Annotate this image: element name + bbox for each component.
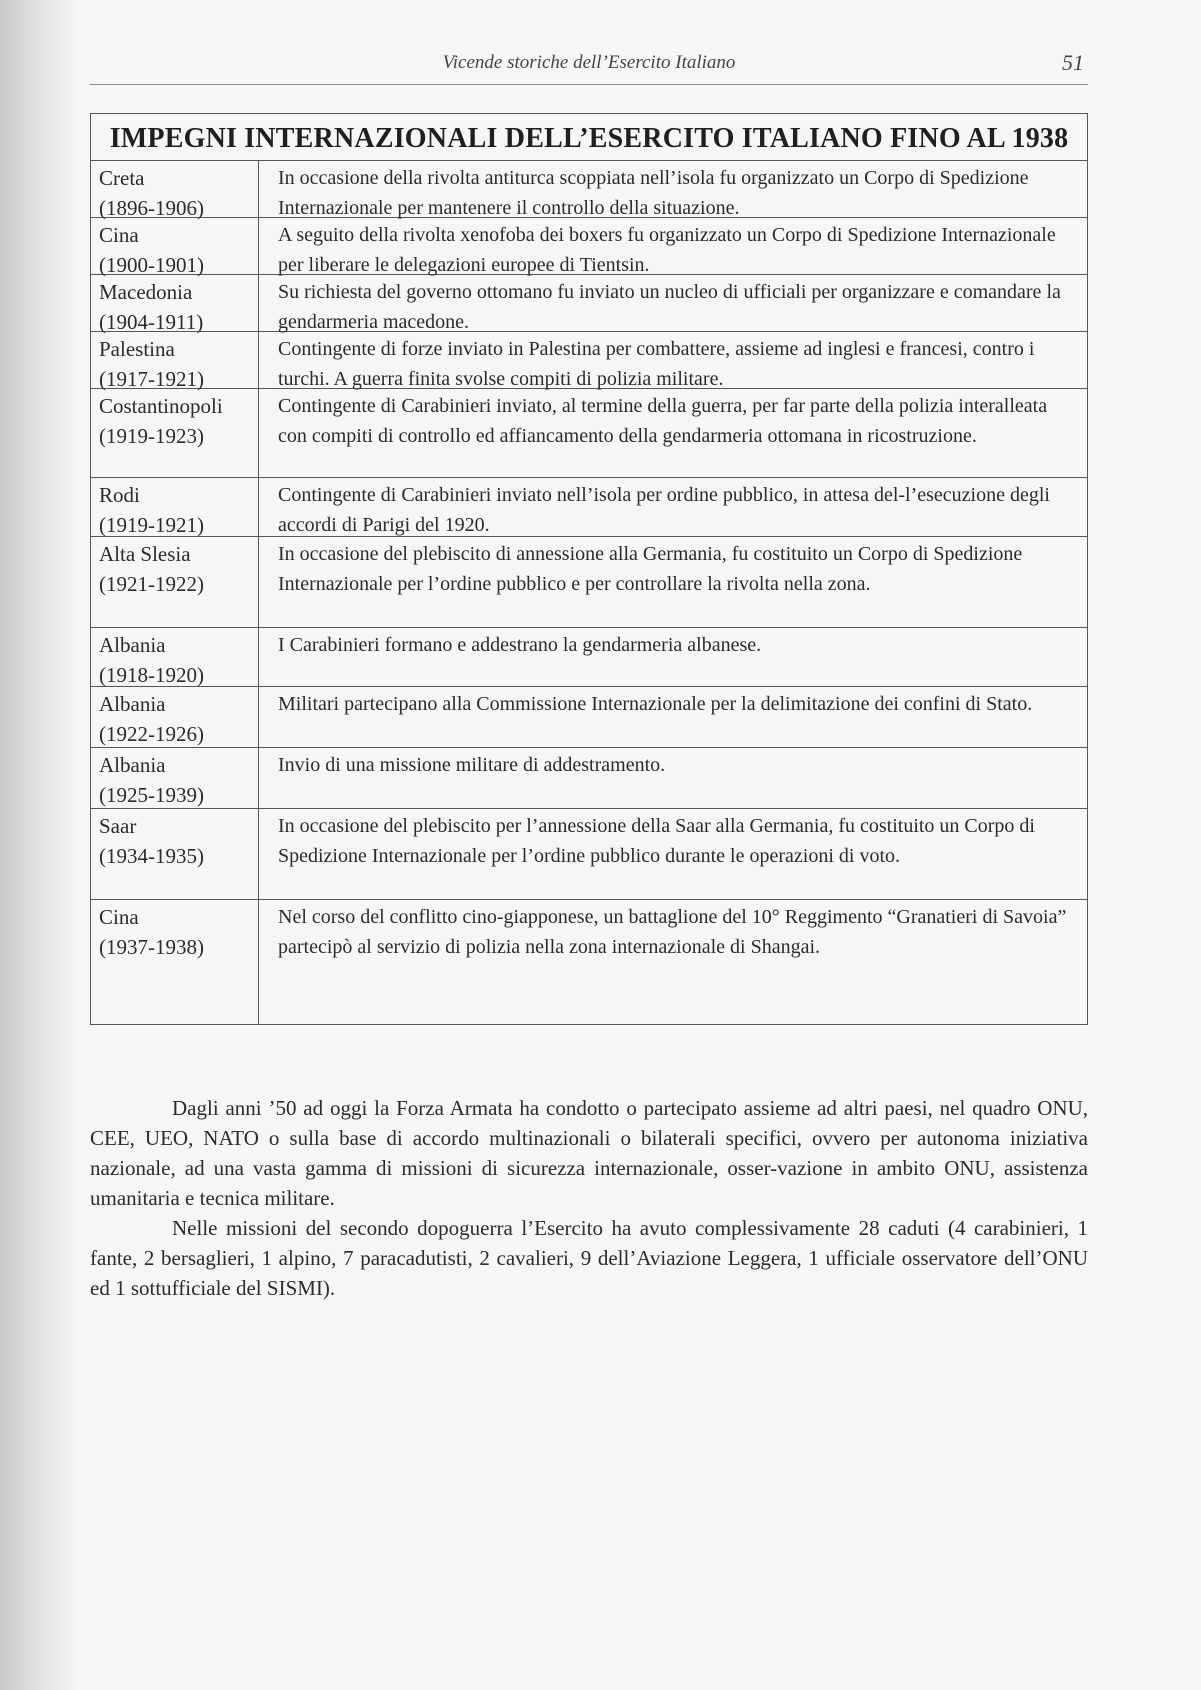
description-cell: Militari partecipano alla Commissione Internazionale per la delimitazione dei confini di Stato. [278,693,1033,715]
place-years: (1919-1923) [99,424,204,448]
place-cell [91,478,258,536]
running-title: Vicende storiche dell’Esercito Italiano [442,52,736,73]
place-name: Palestina [99,337,175,361]
description-cell: In occasione della rivolta antiturca scoppiata nell’isola fu organizzato un Corpo di Spedizione Internazionale per mantenere il controllo della situazione. [278,167,1029,219]
place-cell [91,332,258,391]
place-name: Costantinopoli [99,394,223,418]
table-row [91,687,1087,748]
description-cell: Su richiesta del governo ottomano fu inviato un nucleo di ufficiali per organizzare e comandare la gendarmeria macedone. [278,281,1061,333]
place-cell [91,537,258,627]
table-row [91,218,1087,275]
table-row [91,537,1087,628]
place-cell [91,389,258,477]
column-divider [258,161,259,1025]
place-years: (1919-1921) [99,513,204,537]
place-name: Alta Slesia [99,542,191,566]
place-years: (1921-1922) [99,572,204,596]
missions-table [90,113,1088,1025]
place-name: Saar [99,814,137,838]
page-gutter-shadow [0,0,80,1690]
place-name: Rodi [99,483,140,507]
running-header [90,50,1088,85]
place-years: (1937-1938) [99,935,204,959]
body-text [90,1093,1088,1303]
table-row [91,389,1087,478]
table-row [91,478,1087,537]
place-name: Cina [99,905,139,929]
table-row [91,628,1087,687]
table-row [91,748,1087,809]
place-years: (1900-1901) [99,253,204,277]
description-cell: Nel corso del conflitto cino-giapponese, un battaglione del 10° Reggimento “Granatieri di Savoia” partecipò al servizio di polizia nella zona internazionale di Shangai. [278,906,1067,958]
place-name: Creta [99,166,145,190]
place-years: (1934-1935) [99,844,204,868]
table-title: IMPEGNI INTERNAZIONALI DELL’ESERCITO ITALIANO FINO AL 1938 [91,114,1087,161]
place-name: Albania [99,633,166,657]
description-cell: In occasione del plebiscito di annessione alla Germania, fu costituito un Corpo di Spedizione Internazionale per l’ordine pubblico e per controllare la rivolta nella zona. [278,543,1023,595]
place-years: (1925-1939) [99,783,204,807]
place-years: (1904-1911) [99,310,204,334]
place-cell [91,748,258,808]
place-name: Albania [99,692,166,716]
page-number: 51 [1062,50,1084,75]
description-cell: Contingente di Carabinieri inviato, al termine della guerra, per far parte della polizia interalleata con compiti di controllo ed affiancamento della gendarmeria ottomana in ricostruzione. [278,395,1048,447]
place-years: (1922-1926) [99,722,204,746]
description-cell: I Carabinieri formano e addestrano la gendarmeria albanese. [278,634,762,656]
place-years: (1918-1920) [99,663,204,687]
place-cell [91,900,258,998]
place-cell [91,218,258,277]
description-cell: A seguito della rivolta xenofoba dei boxers fu organizzato un Corpo di Spedizione Internazionale per liberare le delegazioni europee di Tientsin. [278,224,1056,276]
table-row [91,809,1087,900]
table-row [91,332,1087,389]
place-cell [91,275,258,334]
place-name: Macedonia [99,280,193,304]
description-cell: Invio di una missione militare di addestramento. [278,754,666,776]
place-name: Albania [99,753,166,777]
body-paragraph: Dagli anni ’50 ad oggi la Forza Armata ha condotto o partecipato assieme ad altri paesi, nel quadro ONU, CEE, UEO, NATO o sulla base di accordo multinazionali o bilaterali specifici, ovvero per autonoma iniziativa nazionale, ad una vasta gamma di missioni di sicurezza internazionale, osser-vazione in ambito ONU, assistenza umanitaria e tecnica militare. [90,1096,1088,1210]
place-cell [91,687,258,747]
table-row [91,275,1087,332]
description-cell: Contingente di Carabinieri inviato nell’isola per ordine pubblico, in attesa del-l’esecuzione degli accordi di Parigi del 1920. [278,484,1050,536]
place-cell [91,628,258,686]
table-row [91,900,1087,998]
description-cell: In occasione del plebiscito per l’annessione della Saar alla Germania, fu costituito un Corpo di Spedizione Internazionale per l’ordine pubblico durante le operazioni di voto. [278,815,1035,867]
place-cell [91,161,258,220]
table-body [91,161,1087,998]
place-cell [91,809,258,899]
table-row [91,161,1087,218]
place-years: (1896-1906) [99,196,204,220]
place-years: (1917-1921) [99,367,204,391]
place-name: Cina [99,223,139,247]
description-cell: Contingente di forze inviato in Palestina per combattere, assieme ad inglesi e francesi, contro i turchi. A guerra finita svolse compiti di polizia militare. [278,338,1035,390]
body-paragraph: Nelle missioni del secondo dopoguerra l’Esercito ha avuto complessivamente 28 caduti (4 carabinieri, 1 fante, 2 bersaglieri, 1 alpino, 7 paracadutisti, 2 cavalieri, 9 dell’Aviazione Leggera, 1 ufficiale osservatore dell’ONU ed 1 sottufficiale del SISMI). [90,1216,1088,1300]
